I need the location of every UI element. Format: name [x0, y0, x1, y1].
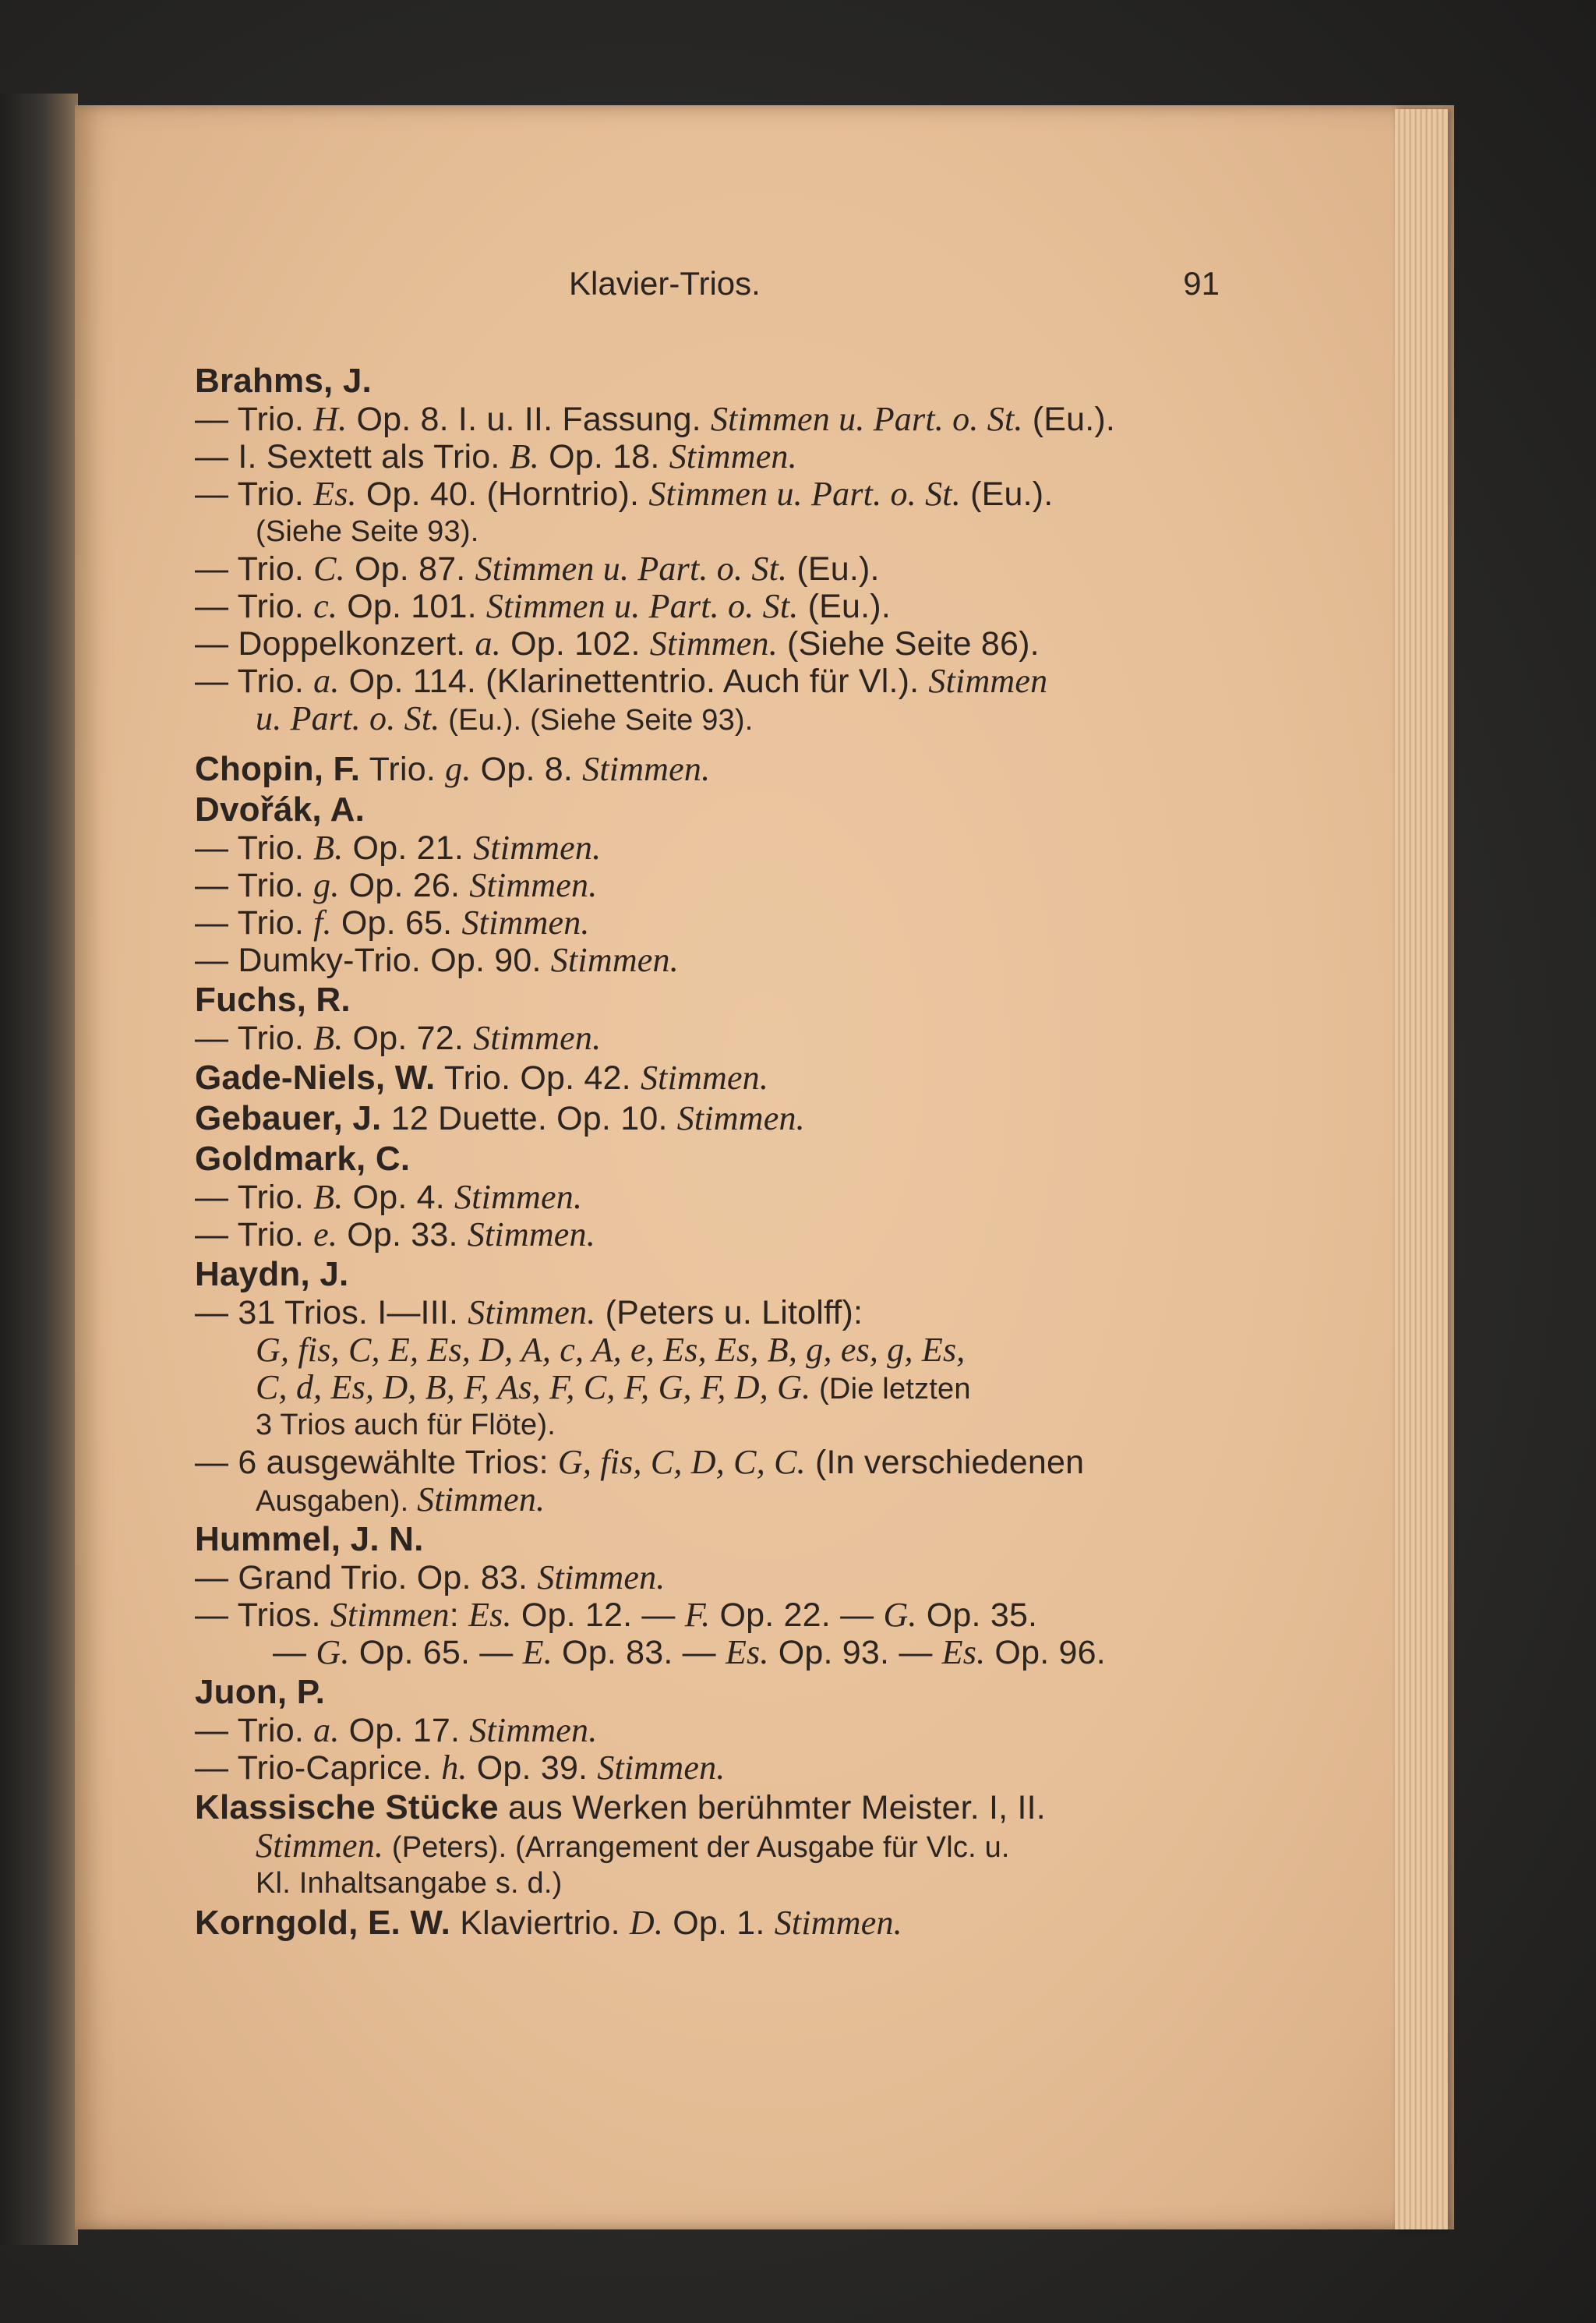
catalog-entries	[195, 360, 1239, 1943]
entry-heading: Haydn, J.	[195, 1255, 349, 1293]
entry-heading: Dvořák, A.	[195, 790, 365, 829]
entry-line: u. Part. o. St. (Eu.). (Siehe Seite 93).	[256, 699, 754, 737]
entry-heading: Klassische Stücke aus Werken berühmter Meister. I, II.	[195, 1788, 1046, 1826]
entry-heading: Brahms, J.	[195, 362, 372, 400]
entry-line: G, fis, C, E, Es, D, A, c, A, e, Es, Es, B, g, es, g, Es,	[256, 1331, 966, 1369]
entry-line: — Trio. B. Op. 4. Stimmen.	[195, 1178, 583, 1216]
entry-line: — Trio. c. Op. 101. Stimmen u. Part. o. St. (Eu.).	[195, 587, 891, 625]
entry-line: Ausgaben). Stimmen.	[256, 1480, 546, 1519]
previous-page-edge	[0, 94, 78, 2245]
entry-line: — Doppelkonzert. a. Op. 102. Stimmen. (Siehe Seite 86).	[195, 624, 1040, 663]
entry-heading: Fuchs, R.	[195, 981, 351, 1019]
entry-line: — Trio. B. Op. 72. Stimmen.	[195, 1019, 602, 1057]
entry-line: — Grand Trio. Op. 83. Stimmen.	[195, 1558, 666, 1596]
running-header: Klavier-Trios.	[569, 265, 761, 302]
entry-line: — Trio. f. Op. 65. Stimmen.	[195, 903, 590, 942]
entry-heading: Gebauer, J. 12 Duette. Op. 10. Stimmen.	[195, 1099, 805, 1137]
entry-heading: Juon, P.	[195, 1673, 326, 1711]
entry-line: — 31 Trios. I—III. Stimmen. (Peters u. Litolff):	[195, 1293, 863, 1331]
entry-line: — Trio. g. Op. 26. Stimmen.	[195, 866, 598, 904]
entry-line: Kl. Inhaltsangabe s. d.)	[256, 1867, 563, 1900]
entry-line: — Trio. H. Op. 8. I. u. II. Fassung. Stimmen u. Part. o. St. (Eu.).	[195, 400, 1116, 438]
entry-heading: Chopin, F. Trio. g. Op. 8. Stimmen.	[195, 750, 711, 788]
entry-line: — Trio-Caprice. h. Op. 39. Stimmen.	[195, 1748, 726, 1787]
entry-line: — Trio. e. Op. 33. Stimmen.	[195, 1215, 595, 1253]
page-number: 91	[1183, 265, 1220, 302]
entry-line: — Trio. C. Op. 87. Stimmen u. Part. o. St. (Eu.).	[195, 550, 880, 588]
entry-line: — I. Sextett als Trio. B. Op. 18. Stimmen.	[195, 437, 797, 476]
entry-line: — Trios. Stimmen: Es. Op. 12. — F. Op. 22. — G. Op. 35.	[195, 1596, 1038, 1634]
entry-line: (Siehe Seite 93).	[256, 515, 479, 548]
entry-line: C, d, Es, D, B, F, As, F, C, F, G, F, D, G. (Die letzten	[256, 1368, 971, 1406]
page-edges-stack	[1395, 109, 1448, 2229]
entry-heading: Hummel, J. N.	[195, 1520, 424, 1558]
entry-line: Stimmen. (Peters). (Arrangement der Ausgabe für Vlc. u.	[256, 1826, 1010, 1865]
entry-line: — Trio. a. Op. 17. Stimmen.	[195, 1711, 598, 1749]
entry-line: — 6 ausgewählte Trios: G, fis, C, D, C, C. (In verschiedenen	[195, 1443, 1085, 1481]
entry-heading: Korngold, E. W. Klaviertrio. D. Op. 1. Stimmen.	[195, 1904, 902, 1942]
entry-line: — G. Op. 65. — E. Op. 83. — Es. Op. 93. — Es. Op. 96.	[273, 1633, 1106, 1671]
entry-line: — Dumky-Trio. Op. 90. Stimmen.	[195, 941, 679, 979]
entry-line: — Trio. B. Op. 21. Stimmen.	[195, 829, 602, 867]
entry-line: — Trio. Es. Op. 40. (Horntrio). Stimmen u. Part. o. St. (Eu.).	[195, 475, 1054, 513]
entry-heading: Gade-Niels, W. Trio. Op. 42. Stimmen.	[195, 1059, 769, 1097]
entry-line: — Trio. a. Op. 114. (Klarinettentrio. Auch für Vl.). Stimmen	[195, 662, 1048, 700]
entry-line: 3 Trios auch für Flöte).	[256, 1409, 556, 1441]
entry-heading: Goldmark, C.	[195, 1140, 411, 1178]
